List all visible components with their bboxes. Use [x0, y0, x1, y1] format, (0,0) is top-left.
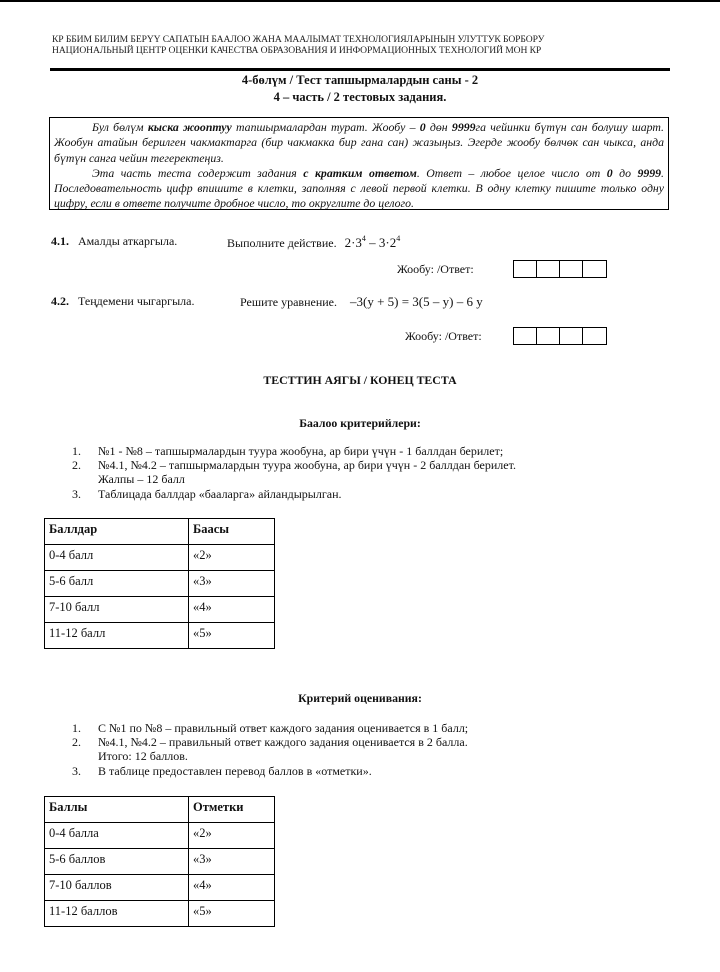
emphasis: кыска жооптуу: [147, 120, 232, 134]
table-row: [45, 823, 275, 849]
item-text: №4.1, №4.2 – тапшырмалардын туура жообуна, ар бири үчүн - 2 баллдан берилет.: [98, 458, 516, 473]
item-text: №4.1, №4.2 – правильный ответ каждого задания оценивается в 2 балла.: [98, 735, 468, 750]
question-4-1-ru: [227, 234, 400, 251]
page-top-edge: [0, 0, 720, 2]
table-cell: «4»: [189, 875, 275, 901]
text: дөн: [425, 120, 452, 134]
grade-table-ky: [44, 518, 275, 649]
text: . Последовательность цифр впишите в клетки, заполняя с левой первой клетки. В одну клетку пишите только одну цифру, если в ответе получите дробное число, то округлите до целого.: [54, 165, 664, 211]
table-cell: «2»: [189, 823, 275, 849]
answer-cell[interactable]: [560, 261, 583, 277]
table-cell: «4»: [189, 597, 275, 623]
question-text-ky: Теңдемени чыгаргыла.: [78, 294, 195, 308]
criteria-list-ky: [72, 444, 516, 501]
criteria-title-ky: Баалоо критерийлери:: [299, 416, 421, 430]
header-line-ky: КР ББИМ БИЛИМ БЕРҮҮ САПАТЫН БААЛОО ЖАНА МААЛЫМАТ ТЕХНОЛОГИЯЛАРЫНЫН УЛУТТУК БОРБОРУ: [52, 34, 545, 45]
question-number: 4.1.: [51, 234, 69, 248]
item-extra: Жалпы – 12 балл: [98, 472, 185, 487]
emphasis: 0: [606, 165, 613, 180]
item-number: 2.: [72, 458, 81, 473]
item-number: 3.: [72, 763, 81, 778]
math-part: 2·3: [344, 235, 362, 250]
item-text: №1 - №8 – тапшырмалардын туура жообуна, ар бири үчүн - 1 баллдан берилет;: [98, 444, 504, 458]
exponent: 4: [361, 234, 366, 243]
item-number: 2.: [72, 735, 81, 750]
instructions-ru: [54, 166, 664, 212]
table-row: [45, 597, 275, 623]
table-cell: 5-6 балл: [45, 571, 189, 597]
header-line-ru: НАЦИОНАЛЬНЫЙ ЦЕНТР ОЦЕНКИ КАЧЕСТВА ОБРАЗОВАНИЯ И ИНФОРМАЦИОННЫХ ТЕХНОЛОГИЙ МОН КР: [52, 45, 542, 56]
table-cell: «5»: [189, 623, 275, 649]
text: Эта часть теста содержит задания: [92, 165, 304, 180]
table-row: [45, 571, 275, 597]
question-4-2-ru: [240, 294, 483, 310]
table-cell: «5»: [189, 901, 275, 927]
answer-label: Жообу: /Ответ:: [397, 262, 474, 276]
criteria-item: [72, 458, 516, 486]
emphasis: 9999: [451, 120, 476, 134]
criteria-item: [72, 721, 468, 735]
table-row: [45, 545, 275, 571]
answer-cell[interactable]: [537, 328, 560, 344]
question-4-2: [51, 294, 194, 309]
answer-cell[interactable]: [560, 328, 583, 344]
column-header: Отметки: [189, 797, 275, 823]
table-cell: 5-6 баллов: [45, 849, 189, 875]
criteria-item: [72, 735, 468, 763]
question-text-ru: Выполните действие.: [227, 236, 337, 250]
answer-cell[interactable]: [583, 261, 606, 277]
item-number: 1.: [72, 721, 81, 735]
criteria-item: [72, 487, 516, 501]
answer-cell[interactable]: [537, 261, 560, 277]
table-header-row: [45, 797, 275, 823]
question-4-1: [51, 234, 177, 249]
end-of-test: ТЕСТТИН АЯГЫ / КОНЕЦ ТЕСТА: [263, 373, 457, 387]
section-title-ky: 4-бөлүм / Тест тапшырмалардын саны - 2: [241, 73, 479, 87]
table-cell: «2»: [189, 545, 275, 571]
table-header-row: [45, 519, 275, 545]
table-cell: 11-12 балл: [45, 623, 189, 649]
text: до: [612, 165, 638, 180]
exponent: 4: [396, 234, 401, 243]
item-number: 3.: [72, 486, 81, 501]
table-cell: 7-10 баллов: [45, 875, 189, 901]
criteria-item: [72, 444, 516, 458]
table-row: [45, 623, 275, 649]
answer-cell[interactable]: [514, 261, 537, 277]
text: . Ответ – любое целое число от: [416, 165, 607, 180]
table-cell: 0-4 балла: [45, 823, 189, 849]
answer-cells-4-1: [513, 260, 607, 278]
criteria-list-ru: [72, 721, 468, 778]
table-cell: «3»: [189, 571, 275, 597]
table-cell: 11-12 баллов: [45, 901, 189, 927]
table-row: [45, 875, 275, 901]
question-text-ru: Решите уравнение.: [240, 295, 337, 309]
text: га чейинки бүтүн сан болушу шарт. Жообун атайын берилген чакмактарга (бир чакмакка бир гана сан) жазыңыз. Эгерде жообу бөлчөк сан чыкса, анда бүтүн санга чейин тегеректеңиз.: [54, 120, 664, 165]
question-text-ky: Амалды аткаргыла.: [78, 234, 178, 248]
emphasis: 9999: [637, 165, 662, 180]
math-expression: –3(y + 5) = 3(5 – y) – 6 y: [349, 294, 483, 309]
column-header: Баллы: [45, 797, 189, 823]
instructions-ky: [54, 120, 664, 166]
column-header: Баасы: [189, 519, 275, 545]
table-cell: 7-10 балл: [45, 597, 189, 623]
instructions-box: [49, 117, 669, 210]
table-row: [45, 901, 275, 927]
item-number: 1.: [72, 444, 81, 458]
emphasis: 0: [419, 120, 426, 134]
answer-cell[interactable]: [514, 328, 537, 344]
criteria-item: [72, 764, 468, 778]
question-number: 4.2.: [51, 294, 69, 308]
criteria-title-ru: Критерий оценивания:: [298, 691, 422, 705]
text: Бул бөлүм: [92, 120, 148, 134]
item-text: С №1 по №8 – правильный ответ каждого задания оценивается в 1 балл;: [98, 721, 469, 735]
math-part: – 3·2: [365, 235, 397, 250]
item-extra: Итого: 12 баллов.: [98, 749, 188, 764]
section-title-ru: 4 – часть / 2 тестовых задания.: [273, 90, 447, 104]
grade-table-ru: [44, 796, 275, 927]
table-cell: 0-4 балл: [45, 545, 189, 571]
answer-cells-4-2: [513, 327, 607, 345]
emphasis: с кратким ответом: [303, 165, 417, 180]
item-text: В таблице предоставлен перевод баллов в «отметки».: [98, 763, 372, 778]
text: тапшырмалардан турат. Жообу –: [231, 120, 420, 134]
table-row: [45, 849, 275, 875]
table-cell: «3»: [189, 849, 275, 875]
answer-label: Жообу: /Ответ:: [405, 329, 482, 343]
column-header: Баллдар: [45, 519, 189, 545]
organization-header: [52, 34, 544, 56]
answer-cell[interactable]: [583, 328, 606, 344]
math-expression: [345, 235, 401, 250]
header-divider: [50, 68, 670, 71]
item-text: Таблицада баллдар «бааларга» айландырылган.: [98, 486, 342, 501]
